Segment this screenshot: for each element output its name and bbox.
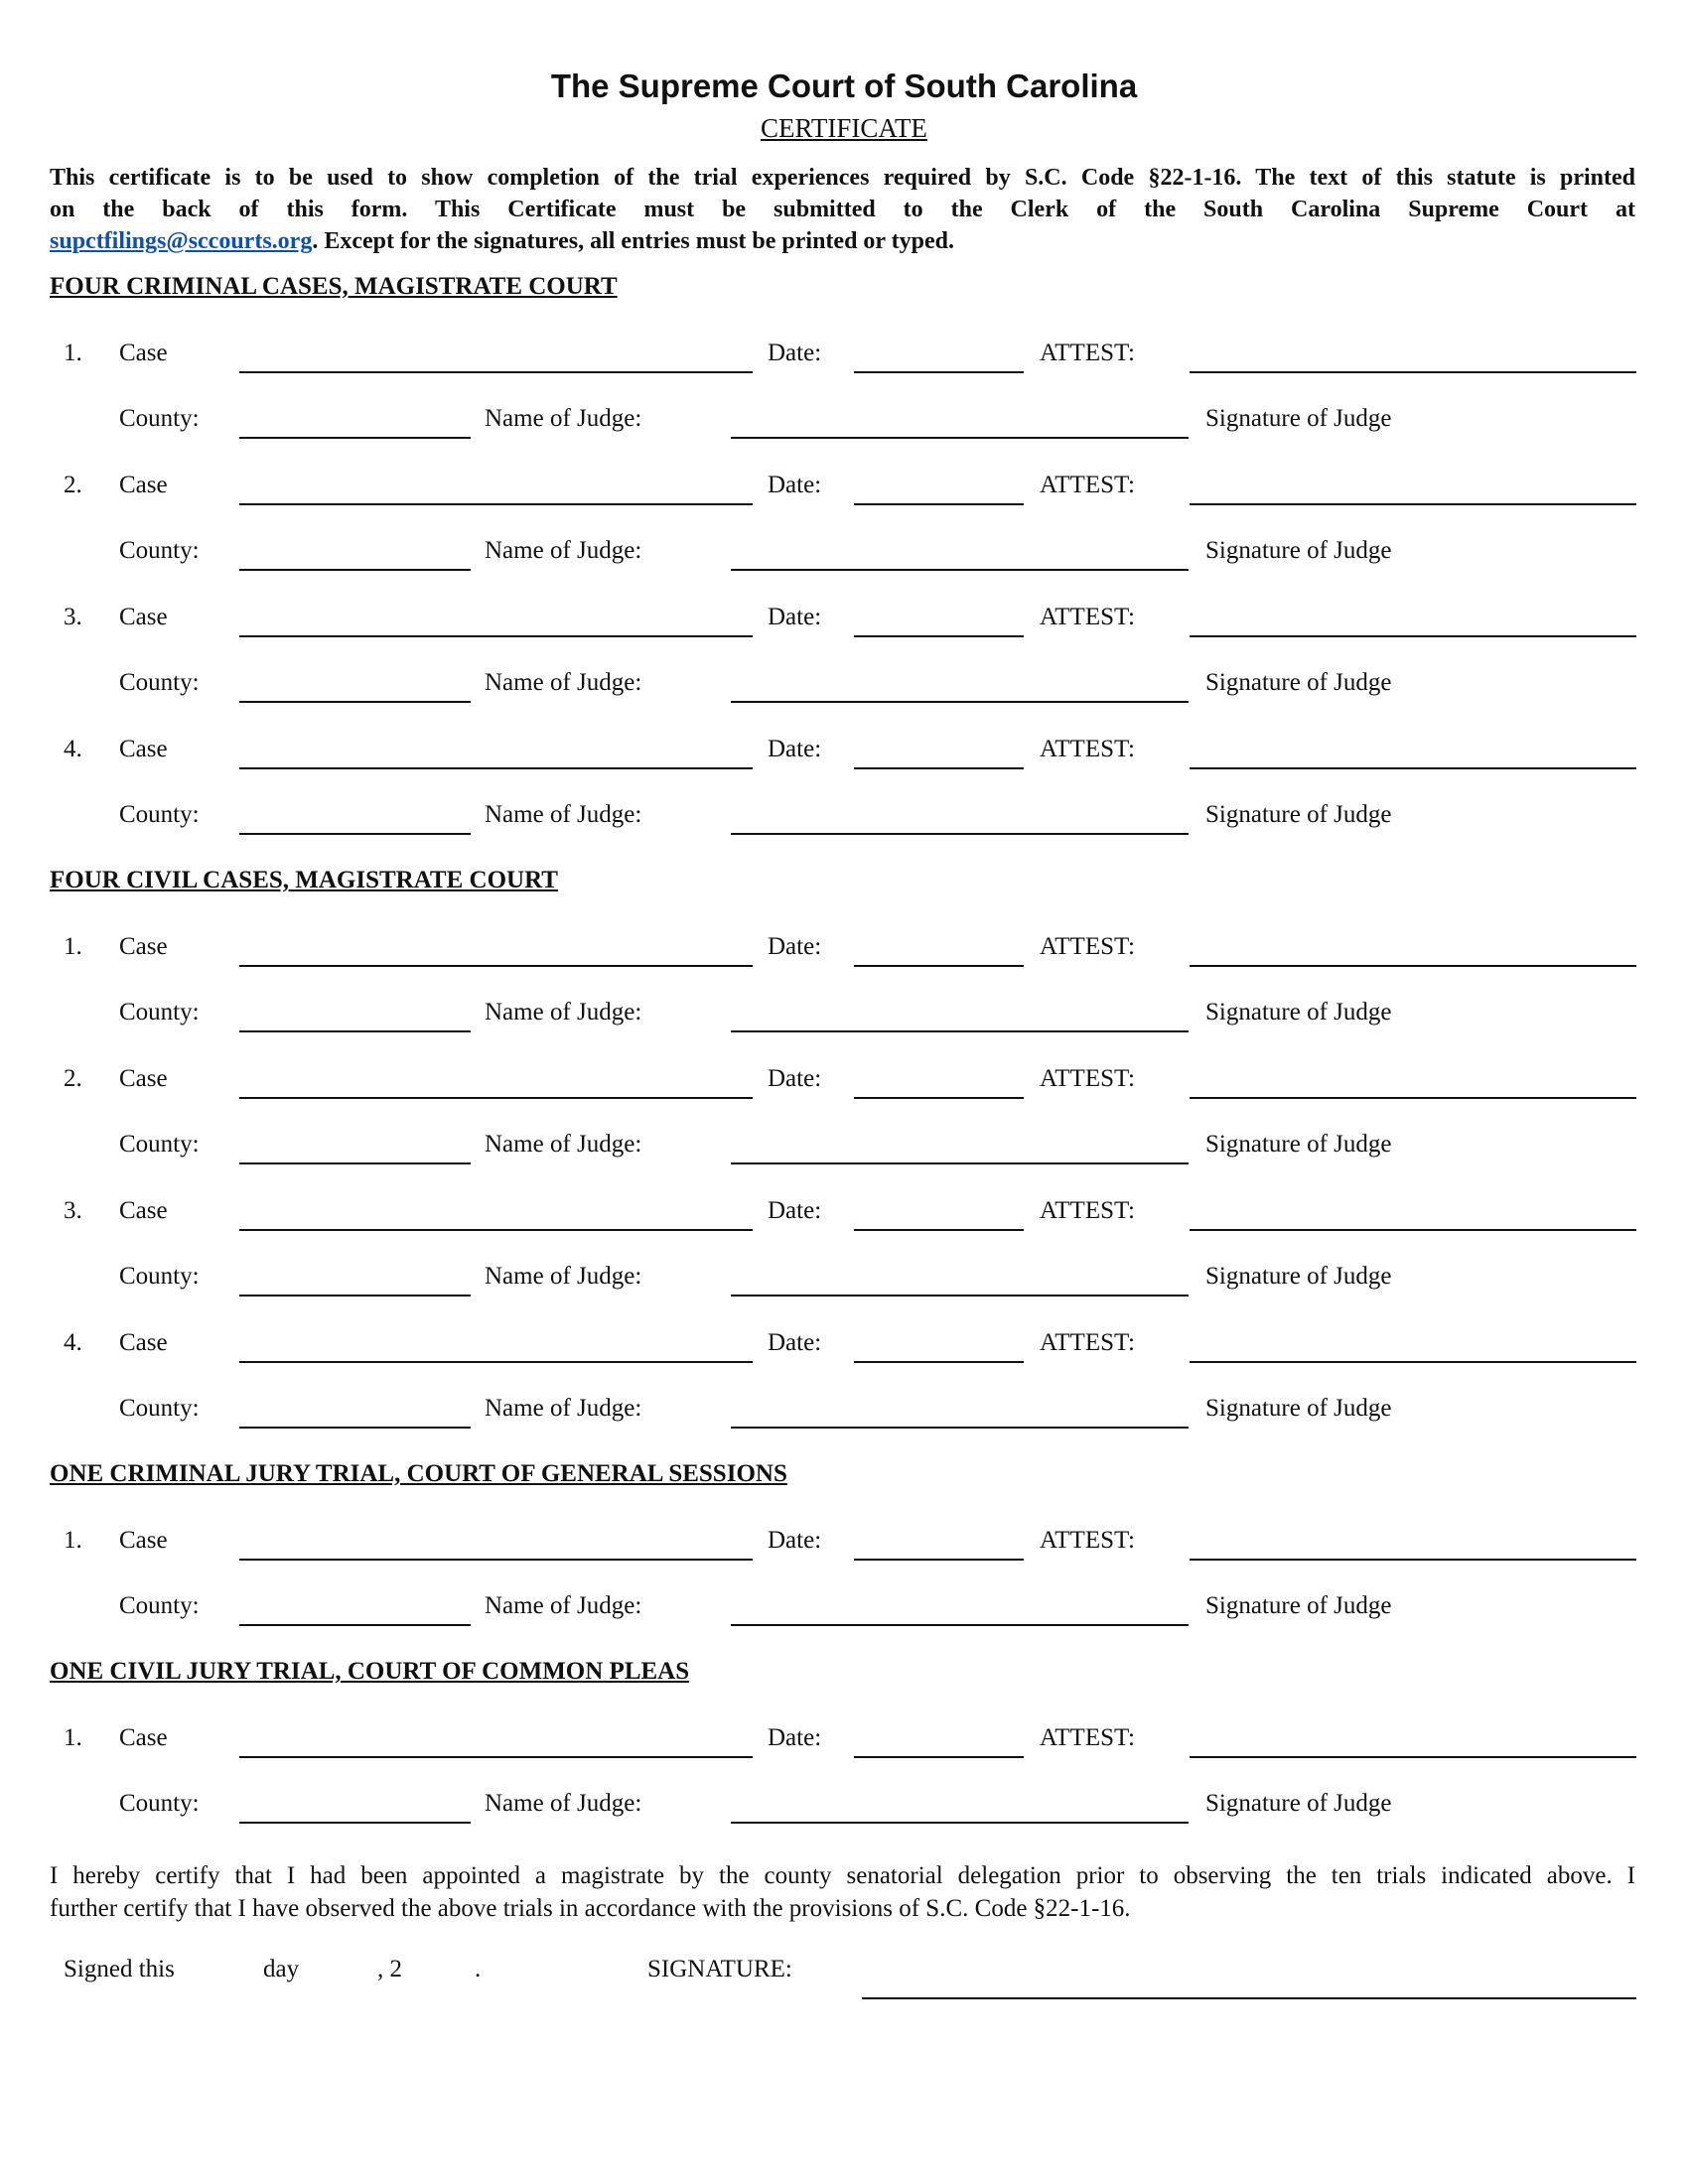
judge-signature-label: Signature of Judge [1205, 1263, 1392, 1290]
date-field[interactable] [854, 1559, 1024, 1561]
case-name-field[interactable] [239, 635, 753, 637]
case-label: Case [119, 1197, 168, 1224]
certification-line-2: further certify that I have observed the above trials in accordance with the provisions of S.C. Code §22-1-16. [50, 1895, 1131, 1922]
attest-label: ATTEST: [1040, 1197, 1135, 1224]
signature-label: SIGNATURE: [647, 1956, 792, 1982]
section-heading: FOUR CRIMINAL CASES, MAGISTRATE COURT [50, 273, 618, 300]
attest-signature-field[interactable] [1190, 1361, 1636, 1363]
date-field[interactable] [854, 1229, 1024, 1231]
intro-line-3-text: . Except for the signatures, all entries must be printed or typed. [312, 228, 954, 254]
page-subtitle: CERTIFICATE [761, 113, 927, 143]
date-field[interactable] [854, 635, 1024, 637]
county-field[interactable] [239, 1162, 471, 1164]
county-field[interactable] [239, 833, 471, 835]
attest-signature-field[interactable] [1190, 965, 1636, 967]
date-label: Date: [768, 472, 822, 498]
attest-signature-field[interactable] [1190, 1756, 1636, 1758]
date-label: Date: [768, 1065, 822, 1092]
judge-signature-label: Signature of Judge [1205, 1395, 1392, 1422]
county-label: County: [119, 405, 200, 432]
judge-name-label: Name of Judge: [485, 1790, 642, 1817]
case-name-field[interactable] [239, 371, 753, 373]
judge-name-field[interactable] [731, 1295, 1189, 1297]
entry-number: 2. [64, 472, 82, 498]
certification-line-1: I hereby certify that I had been appointed a magistrate by the county senatorial delegation prior to observing the ten trials indicated above. I [50, 1862, 1635, 1889]
case-label: Case [119, 340, 168, 366]
date-label: Date: [768, 1724, 822, 1751]
judge-name-field[interactable] [731, 833, 1189, 835]
section-heading: ONE CIVIL JURY TRIAL, COURT OF COMMON PLEAS [50, 1658, 690, 1685]
certification-paragraph [50, 1859, 1635, 1925]
date-field[interactable] [854, 767, 1024, 769]
judge-name-field[interactable] [731, 1427, 1189, 1429]
county-label: County: [119, 1263, 200, 1290]
county-field[interactable] [239, 1624, 471, 1626]
date-label: Date: [768, 340, 822, 366]
judge-name-label: Name of Judge: [485, 1395, 642, 1422]
judge-name-field[interactable] [731, 1162, 1189, 1164]
attest-label: ATTEST: [1040, 1065, 1135, 1092]
attest-signature-field[interactable] [1190, 635, 1636, 637]
judge-name-field[interactable] [731, 1624, 1189, 1626]
county-label: County: [119, 1790, 200, 1817]
signed-this-label: Signed this [64, 1956, 175, 1982]
intro-paragraph [50, 162, 1635, 257]
judge-name-label: Name of Judge: [485, 405, 642, 432]
case-name-field[interactable] [239, 1559, 753, 1561]
attest-signature-field[interactable] [1190, 1097, 1636, 1099]
attest-signature-field[interactable] [1190, 503, 1636, 505]
entry-number: 4. [64, 736, 82, 762]
judge-name-field[interactable] [731, 1030, 1189, 1032]
date-field[interactable] [854, 965, 1024, 967]
judge-name-field[interactable] [731, 1822, 1189, 1824]
judge-name-field[interactable] [731, 701, 1189, 703]
judge-signature-label: Signature of Judge [1205, 669, 1392, 696]
attest-label: ATTEST: [1040, 604, 1135, 630]
county-field[interactable] [239, 1427, 471, 1429]
attest-signature-field[interactable] [1190, 1229, 1636, 1231]
signed-period: . [475, 1956, 482, 1982]
case-label: Case [119, 1065, 168, 1092]
county-label: County: [119, 669, 200, 696]
case-name-field[interactable] [239, 1097, 753, 1099]
county-label: County: [119, 801, 200, 828]
intro-line-1: This certificate is to be used to show completion of the trial experiences required by S.C. Code §22-1-16. The text of this statute is printed [50, 165, 1635, 191]
case-name-field[interactable] [239, 503, 753, 505]
entry-number: 3. [64, 604, 82, 630]
case-name-field[interactable] [239, 767, 753, 769]
county-field[interactable] [239, 1030, 471, 1032]
date-label: Date: [768, 933, 822, 960]
intro-line-3 [50, 225, 1635, 257]
attest-label: ATTEST: [1040, 933, 1135, 960]
county-field[interactable] [239, 437, 471, 439]
clerk-email-link[interactable]: supctfilings@sccourts.org [50, 228, 313, 254]
case-label: Case [119, 604, 168, 630]
case-label: Case [119, 736, 168, 762]
judge-signature-label: Signature of Judge [1205, 537, 1392, 564]
date-label: Date: [768, 1197, 822, 1224]
date-field[interactable] [854, 1097, 1024, 1099]
county-field[interactable] [239, 1822, 471, 1824]
applicant-signature-line[interactable] [862, 1997, 1636, 1999]
date-field[interactable] [854, 503, 1024, 505]
entry-number: 1. [64, 1527, 82, 1554]
date-field[interactable] [854, 1756, 1024, 1758]
date-label: Date: [768, 604, 822, 630]
case-label: Case [119, 1329, 168, 1356]
section-heading: FOUR CIVIL CASES, MAGISTRATE COURT [50, 867, 558, 893]
attest-signature-field[interactable] [1190, 371, 1636, 373]
county-label: County: [119, 537, 200, 564]
county-field[interactable] [239, 701, 471, 703]
case-label: Case [119, 1527, 168, 1554]
attest-label: ATTEST: [1040, 340, 1135, 366]
case-name-field[interactable] [239, 1229, 753, 1231]
attest-label: ATTEST: [1040, 1329, 1135, 1356]
judge-signature-label: Signature of Judge [1205, 1592, 1392, 1619]
judge-signature-label: Signature of Judge [1205, 801, 1392, 828]
year-prefix-label: , 2 [377, 1956, 402, 1982]
judge-signature-label: Signature of Judge [1205, 999, 1392, 1025]
case-name-field[interactable] [239, 965, 753, 967]
county-label: County: [119, 1131, 200, 1158]
case-name-field[interactable] [239, 1361, 753, 1363]
judge-name-field[interactable] [731, 569, 1189, 571]
county-label: County: [119, 999, 200, 1025]
case-label: Case [119, 1724, 168, 1751]
entry-number: 3. [64, 1197, 82, 1224]
judge-signature-label: Signature of Judge [1205, 1790, 1392, 1817]
judge-name-label: Name of Judge: [485, 999, 642, 1025]
entry-number: 1. [64, 1724, 82, 1751]
county-field[interactable] [239, 569, 471, 571]
county-label: County: [119, 1395, 200, 1422]
judge-name-label: Name of Judge: [485, 801, 642, 828]
county-label: County: [119, 1592, 200, 1619]
case-label: Case [119, 933, 168, 960]
attest-label: ATTEST: [1040, 1724, 1135, 1751]
entry-number: 1. [64, 340, 82, 366]
judge-name-label: Name of Judge: [485, 1263, 642, 1290]
date-field[interactable] [854, 371, 1024, 373]
county-field[interactable] [239, 1295, 471, 1297]
entry-number: 4. [64, 1329, 82, 1356]
judge-name-label: Name of Judge: [485, 1592, 642, 1619]
date-label: Date: [768, 1329, 822, 1356]
page-title: The Supreme Court of South Carolina [550, 68, 1138, 104]
judge-signature-label: Signature of Judge [1205, 1131, 1392, 1158]
date-label: Date: [768, 1527, 822, 1554]
judge-name-label: Name of Judge: [485, 537, 642, 564]
attest-label: ATTEST: [1040, 1527, 1135, 1554]
judge-name-field[interactable] [731, 437, 1189, 439]
day-label: day [263, 1956, 300, 1982]
attest-label: ATTEST: [1040, 472, 1135, 498]
section-heading: ONE CRIMINAL JURY TRIAL, COURT OF GENERAL SESSIONS [50, 1460, 787, 1487]
entry-number: 2. [64, 1065, 82, 1092]
date-label: Date: [768, 736, 822, 762]
case-label: Case [119, 472, 168, 498]
case-name-field[interactable] [239, 1756, 753, 1758]
judge-signature-label: Signature of Judge [1205, 405, 1392, 432]
attest-label: ATTEST: [1040, 736, 1135, 762]
attest-signature-field[interactable] [1190, 767, 1636, 769]
entry-number: 1. [64, 933, 82, 960]
date-field[interactable] [854, 1361, 1024, 1363]
attest-signature-field[interactable] [1190, 1559, 1636, 1561]
judge-name-label: Name of Judge: [485, 1131, 642, 1158]
intro-line-2: on the back of this form. This Certificate must be submitted to the Clerk of the South Carolina Supreme Court at [50, 197, 1635, 222]
judge-name-label: Name of Judge: [485, 669, 642, 696]
